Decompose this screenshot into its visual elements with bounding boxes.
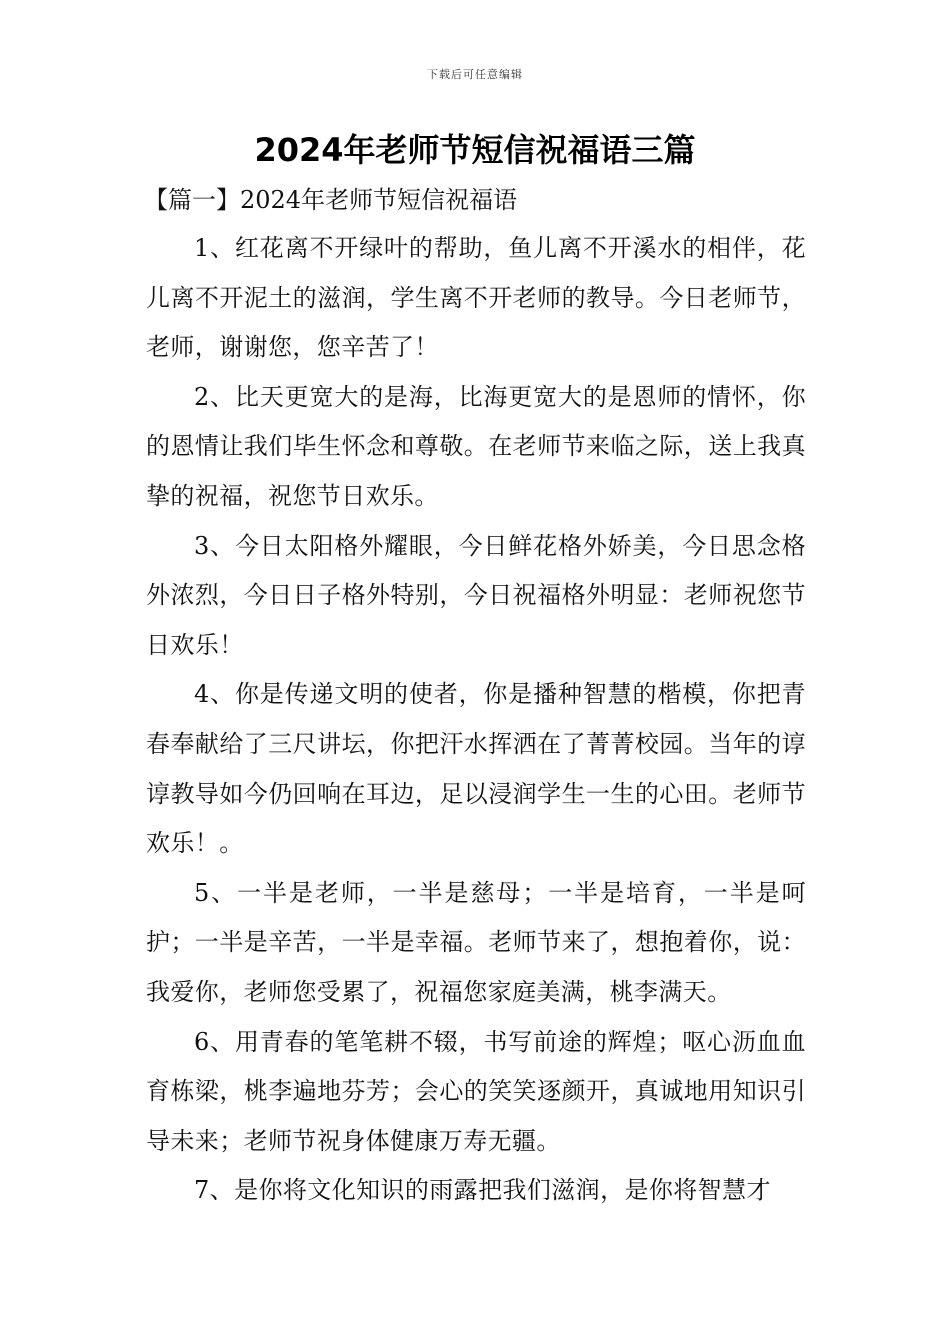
document-title: 2024年老师节短信祝福语三篇 bbox=[254, 131, 696, 169]
section-heading: 【篇一】2024年老师节短信祝福语 bbox=[144, 186, 518, 214]
paragraph-6: 6、用青春的笔笔耕不辍，书写前途的辉煌；呕心沥血血育栋梁，桃李遍地芬芳；会心的笑笑逐颜开，真诚地用知识引导未来；老师节祝身体健康万寿无疆。 bbox=[146, 1027, 806, 1155]
paragraph-4: 4、你是传递文明的使者，你是播种智慧的楷模，你把青春奉献给了三尺讲坛，你把汗水挥洒在了菁菁校园。当年的谆谆教导如今仍回响在耳边，足以浸润学生一生的心田。老师节欢乐！。 bbox=[146, 680, 806, 858]
paragraph-3: 3、今日太阳格外耀眼，今日鲜花格外娇美，今日思念格外浓烈，今日日子格外特别，今日祝福格外明显：老师祝您节日欢乐！ bbox=[146, 531, 806, 659]
paragraph-2: 2、比天更宽大的是海，比海更宽大的是恩师的情怀，你的恩情让我们毕生怀念和尊敬。在老师节来临之际，送上我真挚的祝福，祝您节日欢乐。 bbox=[146, 382, 806, 510]
header-note: 下载后可任意编辑 bbox=[427, 68, 523, 81]
document-body bbox=[146, 224, 806, 1216]
paragraph-5: 5、一半是老师，一半是慈母；一半是培育，一半是呵护；一半是辛苦，一半是幸福。老师节来了，想抱着你，说：我爱你，老师您受累了，祝福您家庭美满，桃李满天。 bbox=[146, 878, 806, 1006]
paragraph-7: 7、是你将文化知识的雨露把我们滋润，是你将智慧才 bbox=[194, 1176, 771, 1205]
paragraph-1: 1、红花离不开绿叶的帮助，鱼儿离不开溪水的相伴，花儿离不开泥土的滋润，学生离不开老师的教导。今日老师节，老师，谢谢您，您辛苦了！ bbox=[146, 234, 806, 362]
